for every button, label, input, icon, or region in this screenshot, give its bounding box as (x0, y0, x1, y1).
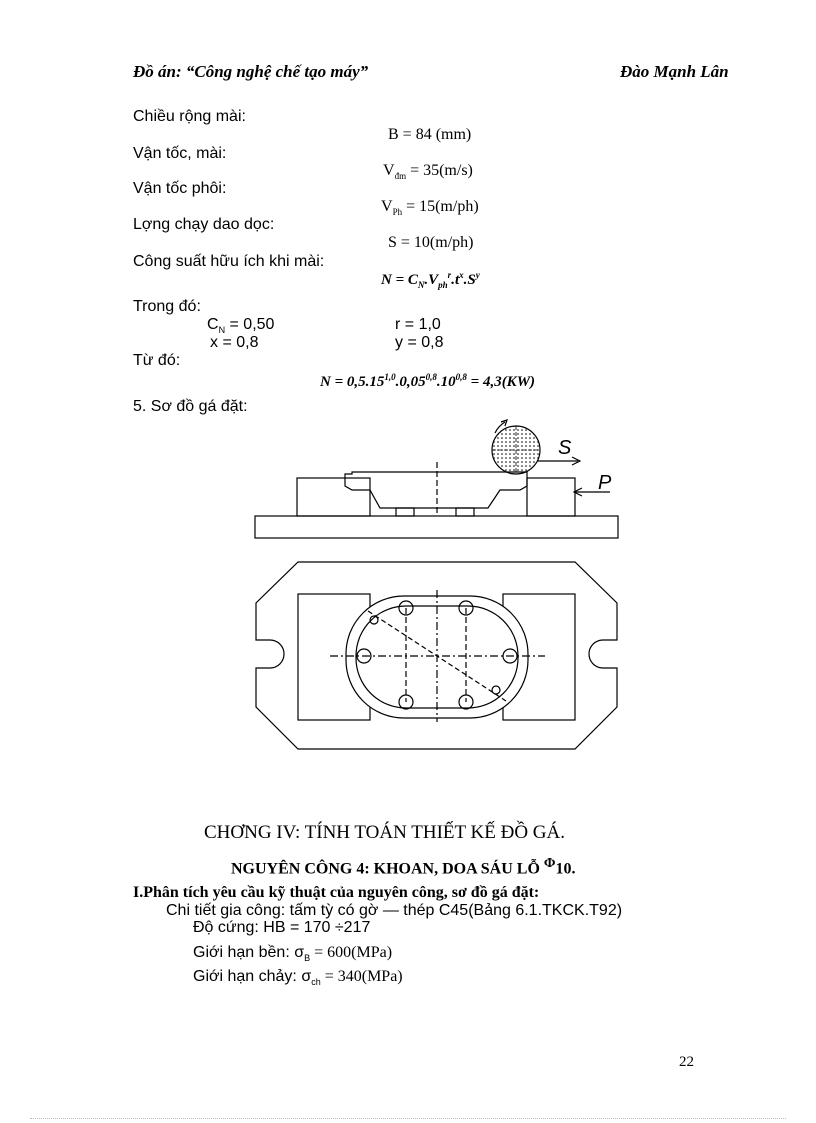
feed-value: S = 10(m/ph) (388, 234, 474, 251)
result-formula: $N = 0,5.15^{1,0}.0,05^{0,8}.10^{0,8} = 4,3(KW)$ (320, 372, 536, 390)
side-view (255, 462, 618, 538)
chapter-title: CHƠNG IV: TÍNH TOÁN THIẾT KẾ ĐỒ GÁ. (204, 822, 565, 843)
grind-width-label: Chiều rộng mài: (133, 108, 246, 125)
where-label: Trong đó: (133, 298, 201, 315)
top-view (256, 562, 617, 749)
label-s: S (558, 437, 572, 459)
from-label: Từ đó: (133, 352, 181, 369)
section1-title: I.Phân tích yêu cầu kỹ thuật của nguyên công, sơ đồ gá đặt: (133, 884, 540, 901)
power-label: Công suất hữu ích khi mài: (133, 253, 325, 270)
power-formula: $N = C_N.V_{ph}^r.t^x.S^y$ (381, 270, 480, 290)
pin-right (456, 508, 474, 516)
cn-value: $C_N = 0,50$ (207, 316, 275, 336)
section5-title: 5. Sơ đồ gá đặt: (133, 398, 248, 415)
feed-label: Lợng chạy dao dọc: (133, 216, 275, 233)
y-value: y = 0,8 (395, 334, 444, 351)
grind-speed-value: $V_{đm} = 35(m/s)$ (383, 162, 473, 182)
grind-speed-label: Vận tốc, mài: (133, 145, 227, 162)
header-left: Đồ án: “Công nghệ chế tạo máy” (133, 62, 369, 81)
x-value: x = 0,8 (210, 334, 259, 351)
section1-line2: Độ cứng: HB = 170 ÷217 (193, 919, 371, 936)
right-block (527, 478, 575, 516)
r-value: r = 1,0 (395, 316, 441, 333)
pin-left (396, 508, 414, 516)
left-block (297, 478, 370, 516)
workpiece-profile (345, 472, 527, 508)
operation-title: NGUYÊN CÔNG 4: KHOAN, DOA SÁU LỖ $^\Phi$10. (231, 856, 576, 878)
section1-line4: Giới hạn chảy: $\sigma_{ch} = 340(MPa)$ (193, 968, 403, 988)
blank-speed-label: Vận tốc phôi: (133, 180, 227, 197)
grind-width-value: B = 84 (mm) (388, 126, 472, 143)
page-number: 22 (679, 1054, 694, 1070)
base-plate (255, 516, 618, 538)
section1-line3: Giới hạn bền: $\sigma_B = 600(MPa)$ (193, 944, 393, 964)
section1-line1: Chi tiết gia công: tấm tỳ có gờ — thép C45(Bảng 6.1.TKCK.T92) (166, 902, 623, 919)
blank-speed-value: $V_{Ph} = 15(m/ph)$ (381, 198, 479, 218)
label-p: P (598, 472, 612, 494)
header-right: Đào Mạnh Lân (620, 62, 729, 81)
page-bottom-rule (30, 1118, 786, 1119)
